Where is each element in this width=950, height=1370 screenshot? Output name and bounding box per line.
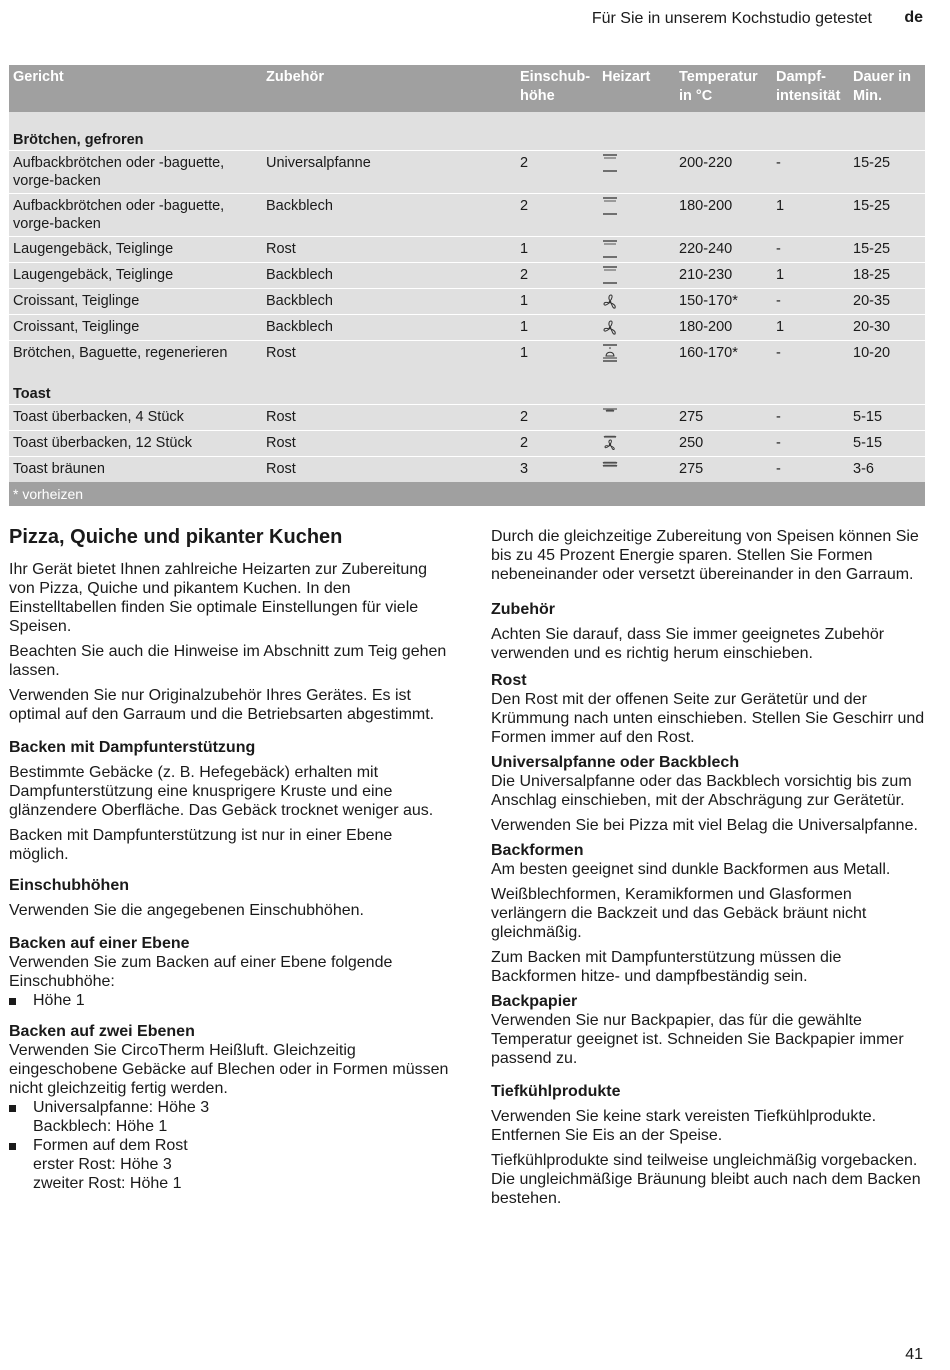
group-title: Toast [9, 366, 925, 405]
cell-accessory: Backblech [262, 315, 516, 341]
cell-dish: Toast bräunen [9, 457, 262, 483]
paragraph: Tiefkühlprodukte sind teilweise ungleichmäßig vorgebacken. Die ungleichmäßige Bräunung bleibt auch nach dem Backen bestehen. [491, 1152, 921, 1207]
cell-level: 2 [516, 194, 598, 237]
paragraph: Die Universalpfanne oder das Backblech vorsichtig bis zum Anschlag einschieben, mit der Abschrägung zur Gerätetür. [491, 773, 912, 809]
cell-duration: 5-15 [849, 431, 925, 457]
cell-level: 2 [516, 151, 598, 194]
cell-level: 3 [516, 457, 598, 483]
cell-level: 1 [516, 341, 598, 367]
cell-steam: - [772, 431, 849, 457]
regenerate-icon [602, 344, 618, 362]
cell-temperature: 220-240 [675, 237, 772, 263]
cell-dish: Croissant, Teiglinge [9, 315, 262, 341]
cell-steam: 1 [772, 194, 849, 237]
cell-accessory: Backblech [262, 289, 516, 315]
paragraph: Verwenden Sie zum Backen auf einer Ebene folgende Einschubhöhe: [9, 954, 393, 990]
cell-temperature: 250 [675, 431, 772, 457]
cell-duration: 15-25 [849, 151, 925, 194]
col-header-level: Einschub- höhe [516, 65, 598, 112]
paragraph: Den Rost mit der offenen Seite zur Gerätetür und der Krümmung nach unten einschieben. Stellen Sie Geschirr und Formen immer auf den Rost. [491, 691, 925, 746]
table-header-row [9, 65, 925, 112]
list-item: Höhe 1 [9, 991, 449, 1010]
cell-steam: 1 [772, 315, 849, 341]
cell-accessory: Rost [262, 405, 516, 431]
col-header-temperature: Temperatur in °C [675, 65, 772, 112]
cell-dish: Brötchen, Baguette, regenerieren [9, 341, 262, 367]
bullet-list [9, 1098, 449, 1193]
bullet-list [9, 991, 449, 1010]
cell-dish: Toast überbacken, 12 Stück [9, 431, 262, 457]
left-column [9, 524, 449, 1199]
table-row [9, 457, 925, 483]
footnote: * vorheizen [9, 482, 925, 506]
cell-heating [598, 405, 675, 431]
cell-temperature: 275 [675, 457, 772, 483]
col-header-heating: Heizart [598, 65, 675, 112]
page-number: 41 [905, 1346, 923, 1363]
paragraph: Verwenden Sie die angegebenen Einschubhöhen. [9, 902, 364, 919]
paragraph: Durch die gleichzeitige Zubereitung von Speisen können Sie bis zu 45 Prozent Energie sparen. Stellen Sie Formen nebeneinander oder versetzt übereinander in den Garraum. [491, 528, 919, 583]
table-group-row [9, 112, 925, 151]
language-code: de [904, 9, 923, 26]
cell-level: 2 [516, 263, 598, 289]
paragraph: Verwenden Sie nur Originalzubehör Ihres Gerätes. Es ist optimal auf den Garraum und die Betriebsarten abgestimmt. [9, 687, 435, 723]
table-footnote-row [9, 482, 925, 506]
cell-steam: - [772, 457, 849, 483]
subheading-rack: Rost [491, 672, 527, 689]
col-header-steam: Dampf- intensität [772, 65, 849, 112]
cell-dish: Aufbackbrötchen oder -baguette, vorge-backen [9, 194, 262, 237]
table-row [9, 431, 925, 457]
cell-accessory: Backblech [262, 194, 516, 237]
cell-heating [598, 315, 675, 341]
paragraph: Weißblechformen, Keramikformen und Glasformen verlängern die Backzeit und das Gebäck bräunt nicht gleichmäßig. [491, 886, 867, 941]
subheading-steam: Backen mit Dampfunterstützung [9, 739, 256, 756]
list-item: Formen auf dem Rost erster Rost: Höhe 3 zweiter Rost: Höhe 1 [9, 1136, 449, 1193]
right-column [491, 524, 931, 1214]
list-item: Universalpfanne: Höhe 3 Backblech: Höhe 1 [9, 1098, 449, 1136]
table-row [9, 289, 925, 315]
paragraph: Verwenden Sie keine stark vereisten Tiefkühlprodukte. Entfernen Sie Eis an der Speise. [491, 1108, 877, 1144]
subheading-baking-paper: Backpapier [491, 993, 578, 1010]
paragraph: Zum Backen mit Dampfunterstützung müssen die Backformen hitze- und dampfbeständig sein. [491, 949, 842, 985]
cell-duration: 20-30 [849, 315, 925, 341]
cell-temperature: 160-170* [675, 341, 772, 367]
table-row [9, 315, 925, 341]
cell-accessory: Rost [262, 457, 516, 483]
cell-temperature: 150-170* [675, 289, 772, 315]
paragraph: Am besten geeignet sind dunkle Backformen aus Metall. [491, 861, 891, 878]
cell-accessory: Rost [262, 431, 516, 457]
cell-temperature: 180-200 [675, 194, 772, 237]
col-header-duration: Dauer in Min. [849, 65, 925, 112]
subheading-accessories: Zubehör [491, 601, 555, 618]
cell-temperature: 210-230 [675, 263, 772, 289]
section-title: Pizza, Quiche und pikanter Kuchen [9, 526, 343, 548]
table-row [9, 194, 925, 237]
cell-heating [598, 194, 675, 237]
cell-duration: 3-6 [849, 457, 925, 483]
cell-temperature: 275 [675, 405, 772, 431]
subheading-levels: Einschubhöhen [9, 877, 129, 894]
group-title: Brötchen, gefroren [9, 112, 925, 151]
cell-duration: 20-35 [849, 289, 925, 315]
subheading-frozen: Tiefkühlprodukte [491, 1083, 621, 1100]
cell-heating [598, 237, 675, 263]
paragraph: Backen mit Dampfunterstützung ist nur in einer Ebene möglich. [9, 827, 393, 863]
circulated-grill-icon [602, 434, 618, 452]
cell-duration: 10-20 [849, 341, 925, 367]
cell-steam: - [772, 405, 849, 431]
cell-steam: - [772, 341, 849, 367]
hot-air-fan-icon [602, 292, 618, 310]
cell-heating [598, 457, 675, 483]
table-group-row [9, 366, 925, 405]
cell-heating [598, 263, 675, 289]
cell-accessory: Rost [262, 341, 516, 367]
cell-level: 1 [516, 315, 598, 341]
cell-level: 2 [516, 405, 598, 431]
cell-dish: Croissant, Teiglinge [9, 289, 262, 315]
cell-level: 2 [516, 431, 598, 457]
top-bottom-heat-icon [602, 197, 618, 215]
cell-temperature: 180-200 [675, 315, 772, 341]
col-header-accessory: Zubehör [262, 65, 516, 112]
subheading-two-levels: Backen auf zwei Ebenen [9, 1023, 195, 1040]
paragraph: Verwenden Sie CircoTherm Heißluft. Gleichzeitig eingeschobene Gebäcke auf Blechen oder in Formen müssen nicht gleichzeitig fertig werden. [9, 1042, 449, 1097]
cell-accessory: Universalpfanne [262, 151, 516, 194]
top-bottom-heat-icon [602, 240, 618, 258]
hot-air-fan-icon [602, 318, 618, 336]
cell-heating [598, 341, 675, 367]
subheading-pan: Universalpfanne oder Backblech [491, 754, 740, 771]
cell-duration: 15-25 [849, 237, 925, 263]
table-row [9, 405, 925, 431]
cell-duration: 15-25 [849, 194, 925, 237]
cell-heating [598, 151, 675, 194]
cell-dish: Laugengebäck, Teiglinge [9, 263, 262, 289]
subheading-one-level: Backen auf einer Ebene [9, 935, 190, 952]
cell-temperature: 200-220 [675, 151, 772, 194]
table-row [9, 341, 925, 367]
cell-steam: - [772, 289, 849, 315]
cell-level: 1 [516, 237, 598, 263]
cell-duration: 5-15 [849, 405, 925, 431]
cell-steam: - [772, 151, 849, 194]
table-row [9, 151, 925, 194]
paragraph: Verwenden Sie nur Backpapier, das für die gewählte Temperatur geeignet ist. Schneiden Sie Backpapier immer passend zu. [491, 1012, 904, 1067]
paragraph: Achten Sie darauf, dass Sie immer geeignetes Zubehör verwenden und es richtig herum einschieben. [491, 626, 885, 662]
col-header-dish: Gericht [9, 65, 262, 112]
paragraph: Ihr Gerät bietet Ihnen zahlreiche Heizarten zur Zubereitung von Pizza, Quiche und pikantem Kuchen. In den Einstelltabellen finden Sie optimale Einstellungen für viele Speisen. [9, 561, 428, 635]
top-bottom-heat-icon [602, 266, 618, 284]
cell-accessory: Rost [262, 237, 516, 263]
grill-large-icon [602, 460, 618, 478]
paragraph: Beachten Sie auch die Hinweise im Abschnitt zum Teig gehen lassen. [9, 643, 447, 679]
top-bottom-heat-icon [602, 154, 618, 172]
cell-level: 1 [516, 289, 598, 315]
cell-accessory: Backblech [262, 263, 516, 289]
cell-dish: Aufbackbrötchen oder -baguette, vorge-backen [9, 151, 262, 194]
subheading-baking-tins: Backformen [491, 842, 584, 859]
cell-dish: Laugengebäck, Teiglinge [9, 237, 262, 263]
header-title: Für Sie in unserem Kochstudio getestet [591, 10, 872, 27]
paragraph: Verwenden Sie bei Pizza mit viel Belag die Universalpfanne. [491, 817, 918, 834]
page-header [0, 8, 950, 30]
cell-dish: Toast überbacken, 4 Stück [9, 405, 262, 431]
grill-small-icon [602, 408, 618, 426]
cell-steam: 1 [772, 263, 849, 289]
table-row [9, 237, 925, 263]
cell-heating [598, 431, 675, 457]
table-row [9, 263, 925, 289]
cell-duration: 18-25 [849, 263, 925, 289]
settings-table [9, 65, 925, 506]
paragraph: Bestimmte Gebäcke (z. B. Hefegebäck) erhalten mit Dampfunterstützung eine knusprigere Kruste und eine glänzendere Oberfläche. Das Gebäck trocknet weniger aus. [9, 764, 434, 819]
cell-steam: - [772, 237, 849, 263]
cell-heating [598, 289, 675, 315]
